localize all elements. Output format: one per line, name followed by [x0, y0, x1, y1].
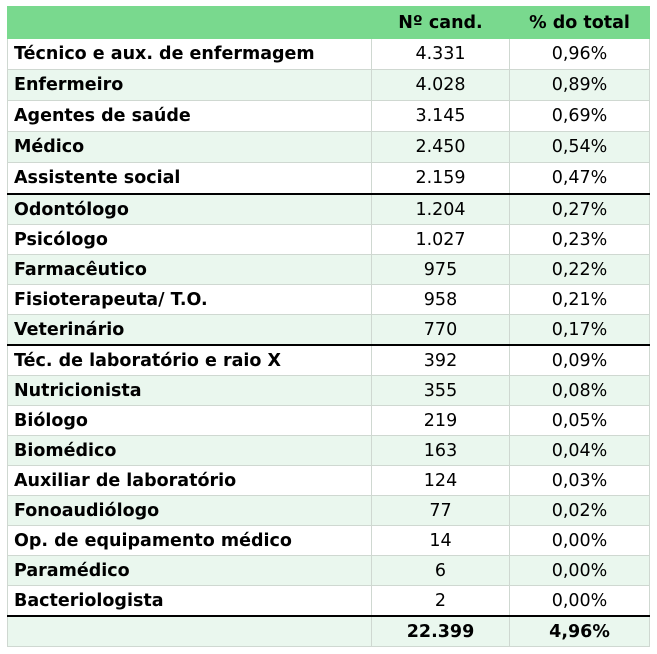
- table-row: [8, 345, 650, 376]
- percent-of-total: 0,00%: [510, 556, 650, 586]
- percent-of-total: 0,09%: [510, 345, 650, 376]
- total-percent: 4,96%: [510, 616, 650, 647]
- table-row: [8, 39, 650, 70]
- percent-of-total: 0,00%: [510, 586, 650, 617]
- profession-name: Nutricionista: [8, 376, 372, 406]
- header-row: [8, 7, 650, 39]
- percent-of-total: 0,02%: [510, 496, 650, 526]
- percent-of-total: 0,00%: [510, 526, 650, 556]
- header-percent: % do total: [510, 7, 650, 39]
- table-row: [8, 285, 650, 315]
- percent-of-total: 0,89%: [510, 70, 650, 101]
- profession-name: Odontólogo: [8, 194, 372, 225]
- profession-name: Farmacêutico: [8, 255, 372, 285]
- candidate-count: 14: [372, 526, 510, 556]
- table-row: [8, 194, 650, 225]
- percent-of-total: 0,08%: [510, 376, 650, 406]
- total-label: [8, 616, 372, 647]
- candidate-count: 4.028: [372, 70, 510, 101]
- candidates-table: [7, 6, 650, 647]
- profession-name: Psicólogo: [8, 225, 372, 255]
- profession-name: Biomédico: [8, 436, 372, 466]
- table-row: [8, 436, 650, 466]
- percent-of-total: 0,69%: [510, 101, 650, 132]
- profession-name: Paramédico: [8, 556, 372, 586]
- candidate-count: 1.027: [372, 225, 510, 255]
- percent-of-total: 0,17%: [510, 315, 650, 346]
- table-row: [8, 225, 650, 255]
- candidate-count: 2: [372, 586, 510, 617]
- candidate-count: 770: [372, 315, 510, 346]
- profession-name: Enfermeiro: [8, 70, 372, 101]
- total-candidates: 22.399: [372, 616, 510, 647]
- profession-name: Técnico e aux. de enfermagem: [8, 39, 372, 70]
- table-row: [8, 315, 650, 346]
- profession-name: Fonoaudiólogo: [8, 496, 372, 526]
- profession-name: Auxiliar de laboratório: [8, 466, 372, 496]
- candidate-count: 2.159: [372, 163, 510, 195]
- table-row: [8, 132, 650, 163]
- profession-name: Op. de equipamento médico: [8, 526, 372, 556]
- table-row: [8, 496, 650, 526]
- percent-of-total: 0,03%: [510, 466, 650, 496]
- percent-of-total: 0,22%: [510, 255, 650, 285]
- candidate-count: 4.331: [372, 39, 510, 70]
- header-name: [8, 7, 372, 39]
- candidate-count: 392: [372, 345, 510, 376]
- profession-name: Agentes de saúde: [8, 101, 372, 132]
- candidate-count: 163: [372, 436, 510, 466]
- profession-name: Fisioterapeuta/ T.O.: [8, 285, 372, 315]
- table-row: [8, 101, 650, 132]
- table-row: [8, 255, 650, 285]
- profession-name: Médico: [8, 132, 372, 163]
- table-row: [8, 586, 650, 617]
- table-row: [8, 163, 650, 195]
- percent-of-total: 0,21%: [510, 285, 650, 315]
- candidate-count: 1.204: [372, 194, 510, 225]
- total-row: [8, 616, 650, 647]
- header-candidates: Nº cand.: [372, 7, 510, 39]
- percent-of-total: 0,05%: [510, 406, 650, 436]
- profession-name: Bacteriologista: [8, 586, 372, 617]
- candidate-count: 77: [372, 496, 510, 526]
- percent-of-total: 0,54%: [510, 132, 650, 163]
- percent-of-total: 0,47%: [510, 163, 650, 195]
- table-row: [8, 526, 650, 556]
- candidate-count: 219: [372, 406, 510, 436]
- profession-name: Téc. de laboratório e raio X: [8, 345, 372, 376]
- table-row: [8, 406, 650, 436]
- candidate-count: 355: [372, 376, 510, 406]
- profession-name: Veterinário: [8, 315, 372, 346]
- profession-name: Assistente social: [8, 163, 372, 195]
- candidate-count: 958: [372, 285, 510, 315]
- table-row: [8, 376, 650, 406]
- percent-of-total: 0,27%: [510, 194, 650, 225]
- percent-of-total: 0,23%: [510, 225, 650, 255]
- table-row: [8, 466, 650, 496]
- candidate-count: 124: [372, 466, 510, 496]
- candidate-count: 975: [372, 255, 510, 285]
- table-row: [8, 70, 650, 101]
- candidate-count: 3.145: [372, 101, 510, 132]
- profession-name: Biólogo: [8, 406, 372, 436]
- percent-of-total: 0,96%: [510, 39, 650, 70]
- table-row: [8, 556, 650, 586]
- candidate-count: 2.450: [372, 132, 510, 163]
- candidate-count: 6: [372, 556, 510, 586]
- percent-of-total: 0,04%: [510, 436, 650, 466]
